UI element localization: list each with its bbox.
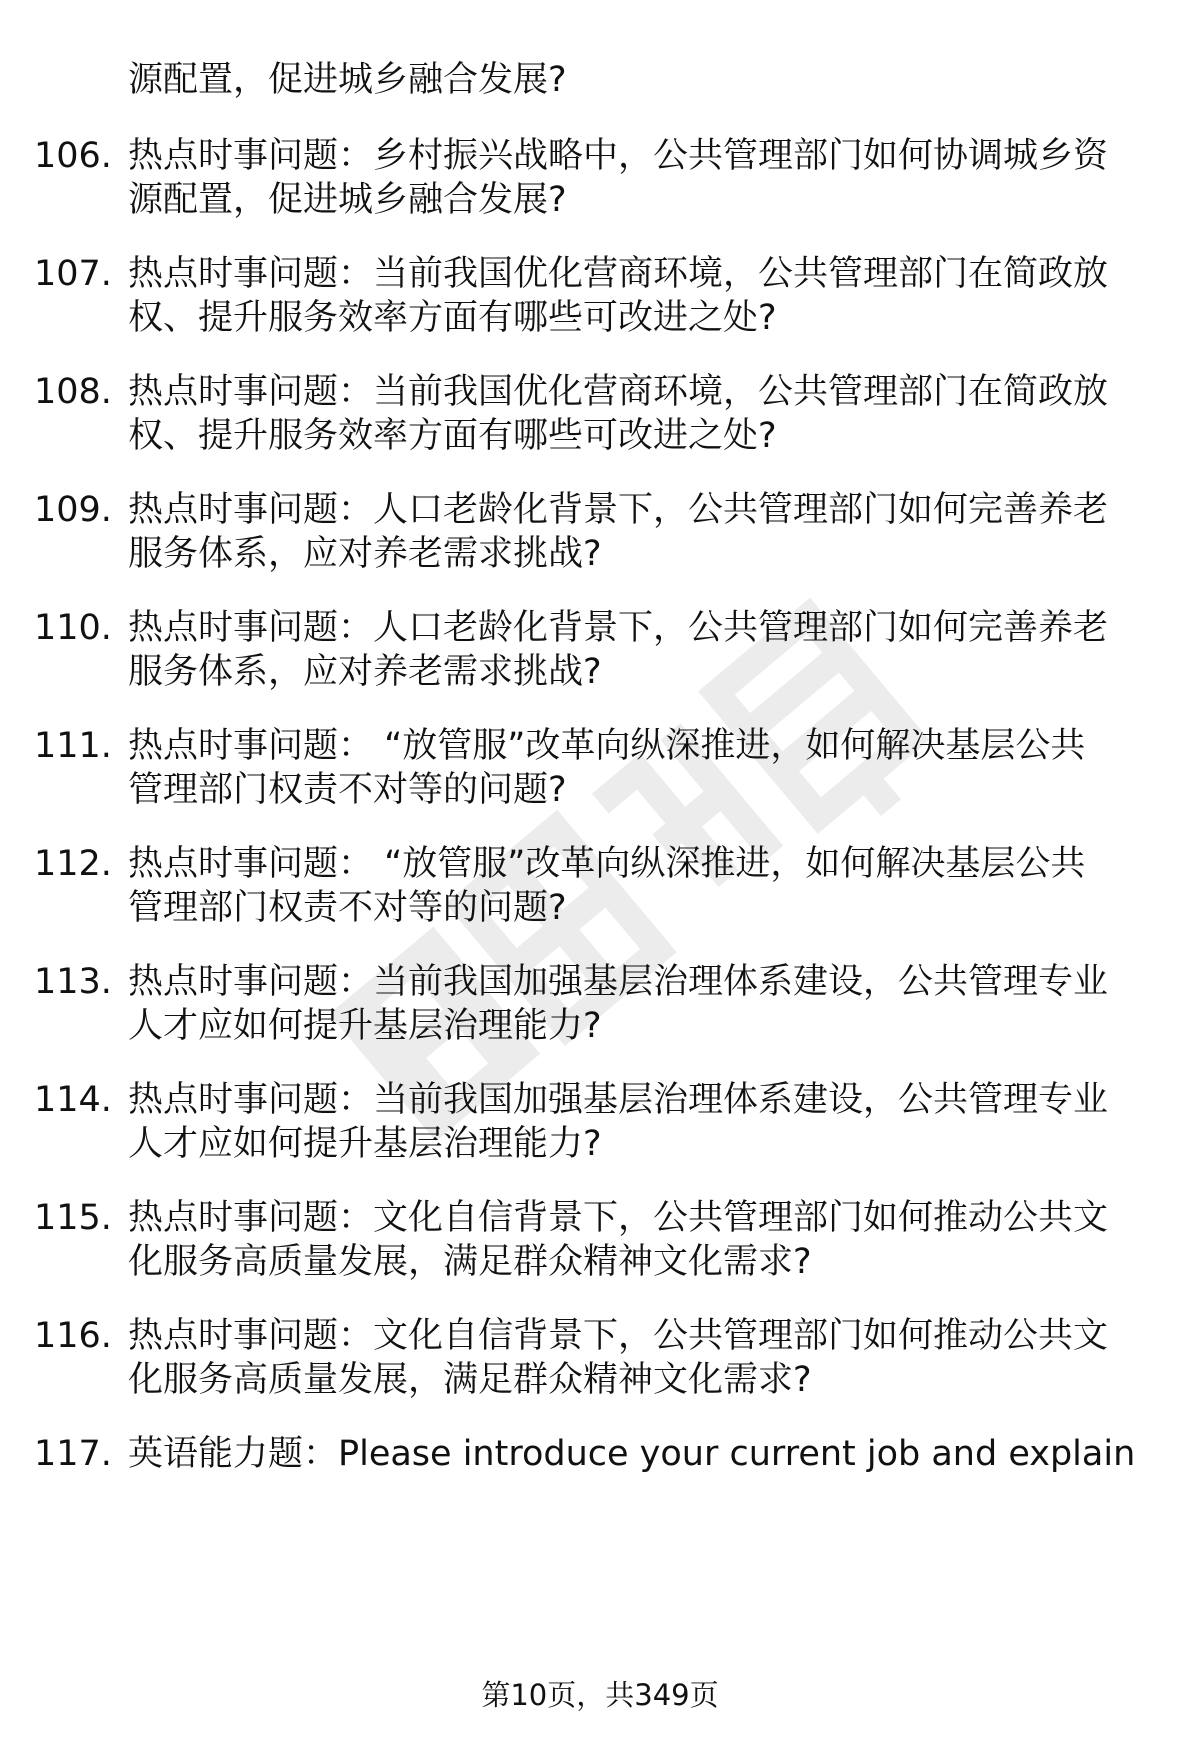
question-text-line: 管理部门权责不对等的问题? xyxy=(128,888,567,928)
question-text xyxy=(128,724,1138,812)
question-text-line: 热点时事问题： “放管服”改革向纵深推进，如何解决基层公共 xyxy=(128,844,1086,884)
question-item xyxy=(0,488,1200,576)
question-text-line: 权、提升服务效率方面有哪些可改进之处? xyxy=(128,416,777,456)
question-text-line: 化服务高质量发展，满足群众精神文化需求? xyxy=(128,1360,812,1400)
question-item xyxy=(0,724,1200,812)
question-text-line: 热点时事问题：人口老龄化背景下，公共管理部门如何完善养老 xyxy=(128,490,1109,530)
question-number: 114. xyxy=(34,1080,112,1120)
question-item xyxy=(0,252,1200,340)
question-text-line: 源配置，促进城乡融合发展? xyxy=(128,180,567,220)
question-text-line: 热点时事问题： “放管服”改革向纵深推进，如何解决基层公共 xyxy=(128,726,1086,766)
question-text-line: 服务体系，应对养老需求挑战? xyxy=(128,652,602,692)
question-text xyxy=(128,488,1138,576)
question-text-line: 服务体系，应对养老需求挑战? xyxy=(128,534,602,574)
question-number: 110. xyxy=(34,608,112,648)
question-text-line: 化服务高质量发展，满足群众精神文化需求? xyxy=(128,1242,812,1282)
question-text xyxy=(128,1432,1138,1476)
question-text xyxy=(128,1078,1138,1166)
question-number: 107. xyxy=(34,254,112,294)
question-item xyxy=(0,1432,1200,1476)
question-number: 111. xyxy=(34,726,112,766)
question-text-line: 人才应如何提升基层治理能力? xyxy=(128,1124,602,1164)
question-text-line: 热点时事问题：乡村振兴战略中，公共管理部门如何协调城乡资 xyxy=(128,136,1109,176)
question-text-line: 管理部门权责不对等的问题? xyxy=(128,770,567,810)
question-item xyxy=(0,134,1200,222)
question-number: 108. xyxy=(34,372,112,412)
question-text-line: 权、提升服务效率方面有哪些可改进之处? xyxy=(128,298,777,338)
question-item xyxy=(0,370,1200,458)
question-number: 109. xyxy=(34,490,112,530)
question-text xyxy=(128,134,1138,222)
question-text xyxy=(128,606,1138,694)
question-text xyxy=(128,370,1138,458)
question-text-line: 热点时事问题：文化自信背景下，公共管理部门如何推动公共文 xyxy=(128,1198,1109,1238)
question-item xyxy=(0,1196,1200,1284)
question-text xyxy=(128,842,1138,930)
question-number: 117. xyxy=(34,1434,112,1474)
question-item xyxy=(0,1078,1200,1166)
question-text xyxy=(128,252,1138,340)
question-text-line: 热点时事问题：当前我国优化营商环境，公共管理部门在简政放 xyxy=(128,254,1109,294)
question-text-line: 英语能力题：Please introduce your current job and explain xyxy=(128,1434,1136,1474)
question-text-line: 热点时事问题：当前我国加强基层治理体系建设，公共管理专业 xyxy=(128,962,1109,1002)
question-number: 106. xyxy=(34,136,112,176)
continued-question-text: 源配置，促进城乡融合发展? xyxy=(128,60,567,100)
question-text-line: 热点时事问题：文化自信背景下，公共管理部门如何推动公共文 xyxy=(128,1316,1109,1356)
question-number: 115. xyxy=(34,1198,112,1238)
question-text-line: 热点时事问题：当前我国加强基层治理体系建设，公共管理专业 xyxy=(128,1080,1109,1120)
page-footer: 第10页，共349页 xyxy=(481,1678,719,1712)
question-text-line: 人才应如何提升基层治理能力? xyxy=(128,1006,602,1046)
question-item xyxy=(0,960,1200,1048)
question-text xyxy=(128,960,1138,1048)
question-number: 112. xyxy=(34,844,112,884)
question-number: 116. xyxy=(34,1316,112,1356)
question-number: 113. xyxy=(34,962,112,1002)
question-text xyxy=(128,1196,1138,1284)
question-item xyxy=(0,606,1200,694)
question-item xyxy=(0,1314,1200,1402)
question-text-line: 热点时事问题：人口老龄化背景下，公共管理部门如何完善养老 xyxy=(128,608,1109,648)
question-item xyxy=(0,842,1200,930)
question-text-line: 热点时事问题：当前我国优化营商环境，公共管理部门在简政放 xyxy=(128,372,1109,412)
question-text xyxy=(128,1314,1138,1402)
